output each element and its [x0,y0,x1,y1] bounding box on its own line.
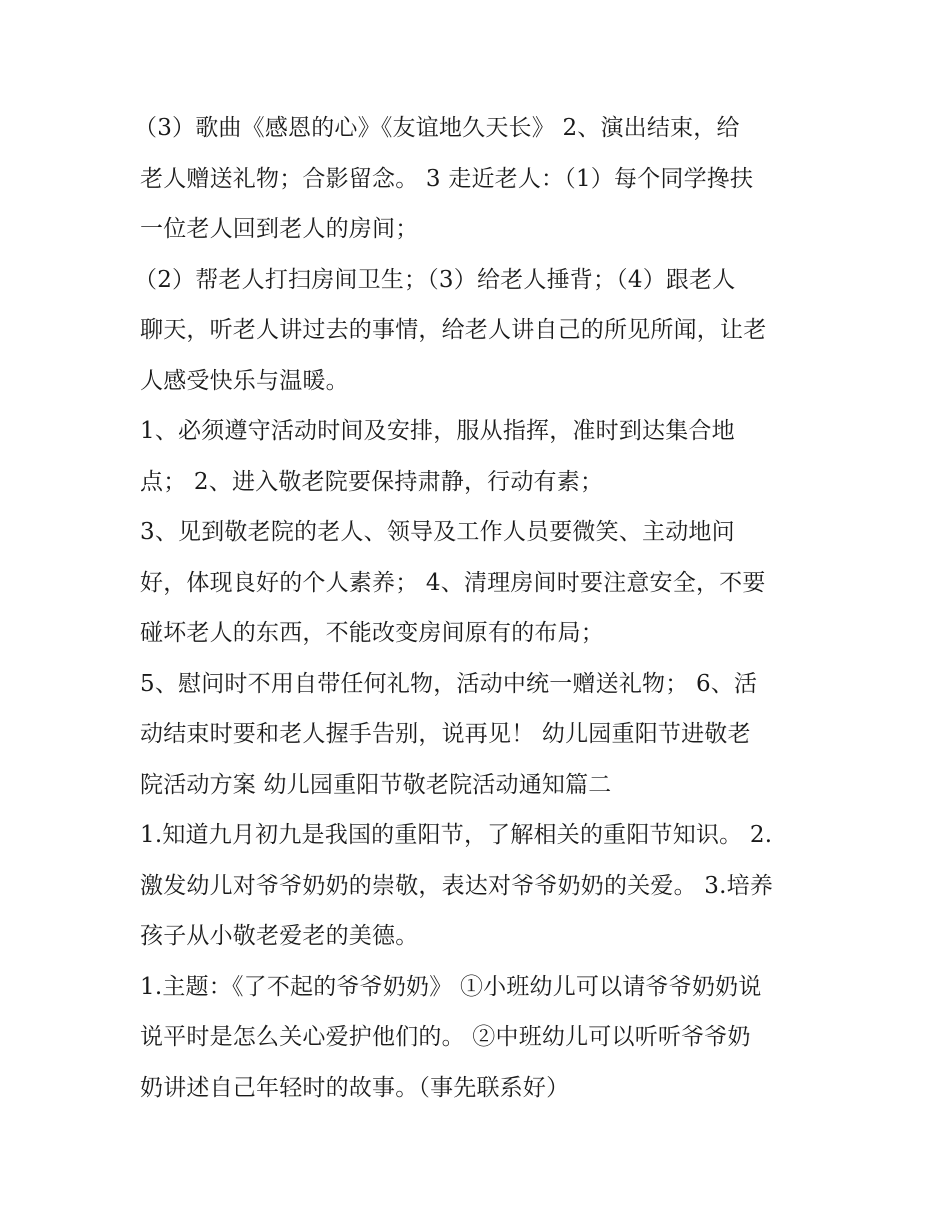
text-line: 一位老人回到老人的房间； [140,216,419,242]
text-line: 好，体现良好的个人素养； 4、清理房间时要注意安全，不要 [140,569,766,596]
text-line: 5、慰问时不用自带任何礼物，活动中统一赠送礼物； 6、活 [140,670,758,697]
text-line: 老人赠送礼物；合影留念。 3 走近老人：（1）每个同学搀扶 [140,165,754,192]
text-line: 激发幼儿对爷爷奶奶的崇敬，表达对爷爷奶奶的关爱。 3.培养 [140,872,774,899]
text-line: 人感受快乐与温暖。 [140,367,349,394]
text-line: 说平时是怎么关心爱护他们的。 ②中班幼儿可以听听爷爷奶 [140,1024,751,1050]
text-line: 孩子从小敬老爱老的美德。 [140,923,419,949]
text-line: 碰坏老人的东西，不能改变房间原有的布局； [140,620,604,646]
text-line: 聊天，听老人讲过去的事情，给老人讲自己的所见所闻，让老 [140,317,767,343]
text-line: 奶讲述自己年轻时的故事。（事先联系好） [140,1074,570,1101]
text-line: （3）歌曲《感恩的心》《友谊地久天长》 2、演出结束，给 [134,115,740,141]
document-body [134,103,830,1113]
text-line: 1.知道九月初九是我国的重阳节，了解相关的重阳节知识。 2. [140,822,773,848]
text-line: 1、必须遵守活动时间及安排，服从指挥，准时到达集合地 [140,418,735,444]
text-line: 点； 2、进入敬老院要保持肃静，行动有素； [140,468,604,495]
text-line: 3、见到敬老院的老人、领导及工作人员要微笑、主动地问 [140,519,735,545]
text-line: 1.主题：《了不起的爷爷奶奶》 ①小班幼儿可以请爷爷奶奶说 [140,973,762,1000]
text-line: 动结束时要和老人握手告别，说再见！ 幼儿园重阳节进敬老 [140,721,751,747]
text-line: 院活动方案 幼儿园重阳节敬老院活动通知篇二 [140,771,612,798]
text-line: （2）帮老人打扫房间卫生；（3）给老人捶背；（4）跟老人 [134,266,736,293]
